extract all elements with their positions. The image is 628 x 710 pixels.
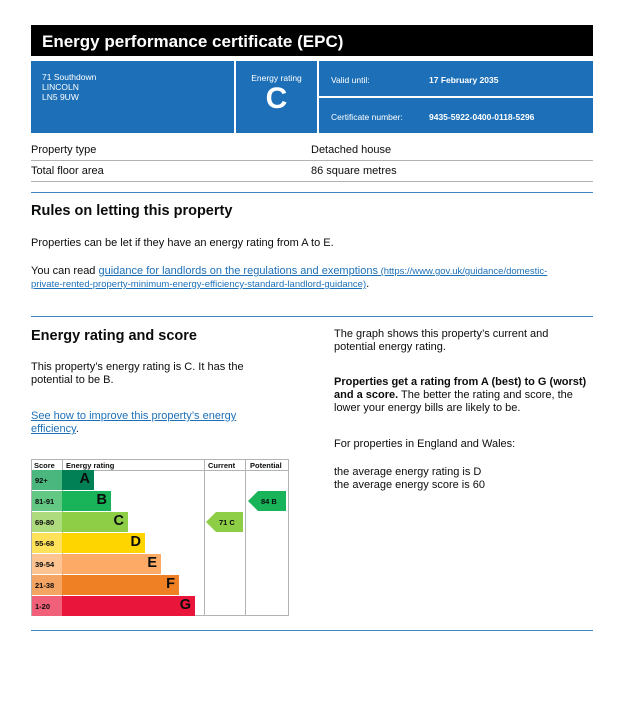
band-bar-e [62, 554, 161, 574]
energy-rating-paragraph [31, 361, 244, 387]
band-letter-e: E [147, 555, 157, 571]
address-line: 71 Southdown [42, 72, 97, 82]
certificate-number-box [319, 98, 593, 133]
landlord-guidance-link[interactable] [31, 265, 547, 290]
guidance-link-text[interactable]: guidance for landlords on the regulations and exemptions [98, 265, 378, 277]
letting-heading: Rules on letting this property [31, 203, 233, 219]
energy-rating-box [236, 61, 317, 133]
detail-label: Property type [31, 144, 97, 156]
guidance-link-url[interactable]: private-rented-property-minimum-energy-efficiency-standard-landlord-guidance) [31, 279, 367, 290]
section-divider [31, 630, 593, 631]
band-bar-d [62, 533, 145, 553]
current-column-header: Current [208, 461, 236, 470]
band-score-a: 92+ [32, 470, 62, 490]
band-bar-f [62, 575, 179, 595]
certificate-number-label: Certificate number: [331, 112, 403, 122]
band-score-e: 39-54 [32, 554, 62, 574]
section-divider [31, 192, 593, 193]
property-type-row [31, 140, 593, 161]
band-letter-g: G [179, 597, 191, 613]
region-note: For properties in England and Wales: [334, 438, 516, 450]
energy-rating-label: Energy rating [251, 73, 302, 83]
letting-guidance-paragraph [31, 265, 591, 291]
address-line: LINCOLN [42, 82, 79, 92]
detail-value: Detached house [311, 144, 392, 156]
guidance-prefix: You can read [31, 265, 99, 277]
valid-until-label: Valid until: [331, 75, 370, 85]
section-divider [31, 316, 593, 317]
band-score-d: 55-68 [32, 533, 62, 553]
rating-column-header: Energy rating [66, 461, 115, 470]
detail-value: 86 square metres [311, 165, 397, 177]
potential-column-header: Potential [250, 461, 282, 470]
scale-text: lower your energy bills are likely to be. [334, 402, 521, 414]
rating-text-line: potential to be B. [31, 374, 114, 386]
explanation-line: The graph shows this property’s current and [334, 328, 549, 340]
scale-bold-text: and a score. [334, 389, 399, 401]
band-bar-a [62, 470, 94, 490]
explanation-line: potential energy rating. [334, 341, 446, 353]
graph-column-divider [204, 460, 205, 615]
band-score-b: 81-91 [32, 491, 62, 511]
page-title: Energy performance certificate (EPC) [31, 25, 593, 56]
detail-label: Total floor area [31, 165, 104, 177]
band-letter-a: A [79, 471, 90, 487]
potential-rating-arrow [248, 491, 286, 511]
valid-until-value: 17 February 2035 [429, 75, 499, 85]
scale-bold-text: Properties get a rating from A (best) to G (worst) [334, 376, 587, 388]
guidance-suffix: . [366, 278, 370, 290]
improve-link-text[interactable]: efficiency [31, 423, 76, 435]
band-bar-g [62, 596, 195, 616]
rating-scale-explanation [334, 376, 586, 415]
address-line: LN5 9UW [42, 92, 79, 102]
scale-text: The better the rating and score, the [398, 389, 573, 401]
band-score-f: 21-38 [32, 575, 62, 595]
band-letter-d: D [130, 534, 141, 550]
improve-efficiency-paragraph [31, 410, 236, 436]
band-bar-b [62, 491, 111, 511]
improve-link-text[interactable]: See how to improve this property’s energy [31, 410, 237, 422]
band-letter-f: F [166, 576, 175, 592]
certificate-number-value: 9435-5922-0400-0118-5296 [429, 112, 535, 122]
improve-efficiency-link[interactable] [31, 410, 236, 435]
floor-area-row [31, 161, 593, 182]
band-letter-c: C [113, 513, 124, 529]
band-bar-c [62, 512, 128, 532]
guidance-link-url[interactable]: (https://www.gov.uk/guidance/domestic- [377, 266, 548, 277]
rating-text-line: This property’s energy rating is C. It has the [31, 361, 244, 373]
potential-rating-arrow-label: 84 B [261, 497, 277, 506]
graph-column-divider [245, 460, 246, 615]
energy-rating-value: C [265, 82, 288, 115]
graph-explanation [334, 328, 548, 354]
improve-link-suffix: . [75, 423, 79, 435]
average-rating-note [334, 466, 485, 492]
current-rating-arrow [206, 512, 243, 532]
valid-until-box [319, 61, 593, 96]
band-letter-b: B [96, 492, 107, 508]
average-rating-text: the average energy rating is D [334, 466, 482, 478]
address-box [31, 61, 234, 133]
letting-paragraph: Properties can be let if they have an energy rating from A to E. [31, 237, 334, 249]
energy-rating-heading: Energy rating and score [31, 328, 197, 344]
band-score-c: 69-80 [32, 512, 62, 532]
score-column-header: Score [34, 461, 55, 470]
energy-rating-graph [31, 459, 289, 616]
band-score-g: 1-20 [32, 596, 62, 616]
current-rating-arrow-label: 71 C [219, 518, 235, 527]
average-score-text: the average energy score is 60 [334, 479, 486, 491]
